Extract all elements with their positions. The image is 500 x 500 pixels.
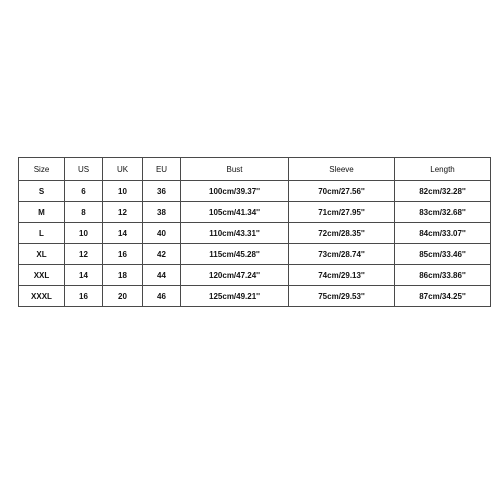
cell-length: 84cm/33.07'' bbox=[395, 223, 491, 244]
header-uk: UK bbox=[103, 158, 143, 181]
cell-sleeve: 74cm/29.13'' bbox=[289, 265, 395, 286]
cell-us: 16 bbox=[65, 286, 103, 307]
cell-us: 8 bbox=[65, 202, 103, 223]
header-size: Size bbox=[19, 158, 65, 181]
table-row bbox=[19, 286, 491, 307]
cell-sleeve: 75cm/29.53'' bbox=[289, 286, 395, 307]
cell-uk: 10 bbox=[103, 181, 143, 202]
header-sleeve: Sleeve bbox=[289, 158, 395, 181]
cell-bust: 110cm/43.31'' bbox=[181, 223, 289, 244]
cell-eu: 42 bbox=[143, 244, 181, 265]
table-row bbox=[19, 181, 491, 202]
cell-size: XXL bbox=[19, 265, 65, 286]
cell-sleeve: 72cm/28.35'' bbox=[289, 223, 395, 244]
table-row bbox=[19, 244, 491, 265]
cell-size: L bbox=[19, 223, 65, 244]
cell-us: 6 bbox=[65, 181, 103, 202]
cell-length: 83cm/32.68'' bbox=[395, 202, 491, 223]
cell-uk: 14 bbox=[103, 223, 143, 244]
header-bust: Bust bbox=[181, 158, 289, 181]
cell-us: 10 bbox=[65, 223, 103, 244]
cell-size: S bbox=[19, 181, 65, 202]
cell-size: M bbox=[19, 202, 65, 223]
cell-us: 14 bbox=[65, 265, 103, 286]
header-row bbox=[19, 158, 491, 181]
cell-uk: 12 bbox=[103, 202, 143, 223]
cell-length: 82cm/32.28'' bbox=[395, 181, 491, 202]
cell-eu: 44 bbox=[143, 265, 181, 286]
table-row bbox=[19, 202, 491, 223]
cell-bust: 125cm/49.21'' bbox=[181, 286, 289, 307]
cell-eu: 38 bbox=[143, 202, 181, 223]
cell-length: 86cm/33.86'' bbox=[395, 265, 491, 286]
table-row bbox=[19, 223, 491, 244]
cell-size: XL bbox=[19, 244, 65, 265]
cell-sleeve: 71cm/27.95'' bbox=[289, 202, 395, 223]
cell-us: 12 bbox=[65, 244, 103, 265]
header-length: Length bbox=[395, 158, 491, 181]
cell-bust: 100cm/39.37'' bbox=[181, 181, 289, 202]
cell-bust: 120cm/47.24'' bbox=[181, 265, 289, 286]
cell-size: XXXL bbox=[19, 286, 65, 307]
cell-eu: 46 bbox=[143, 286, 181, 307]
cell-uk: 20 bbox=[103, 286, 143, 307]
cell-bust: 115cm/45.28'' bbox=[181, 244, 289, 265]
cell-bust: 105cm/41.34'' bbox=[181, 202, 289, 223]
cell-sleeve: 70cm/27.56'' bbox=[289, 181, 395, 202]
header-eu: EU bbox=[143, 158, 181, 181]
cell-eu: 36 bbox=[143, 181, 181, 202]
cell-length: 87cm/34.25'' bbox=[395, 286, 491, 307]
cell-uk: 18 bbox=[103, 265, 143, 286]
size-chart-table bbox=[18, 157, 491, 307]
table-row bbox=[19, 265, 491, 286]
cell-eu: 40 bbox=[143, 223, 181, 244]
cell-uk: 16 bbox=[103, 244, 143, 265]
header-us: US bbox=[65, 158, 103, 181]
cell-sleeve: 73cm/28.74'' bbox=[289, 244, 395, 265]
cell-length: 85cm/33.46'' bbox=[395, 244, 491, 265]
